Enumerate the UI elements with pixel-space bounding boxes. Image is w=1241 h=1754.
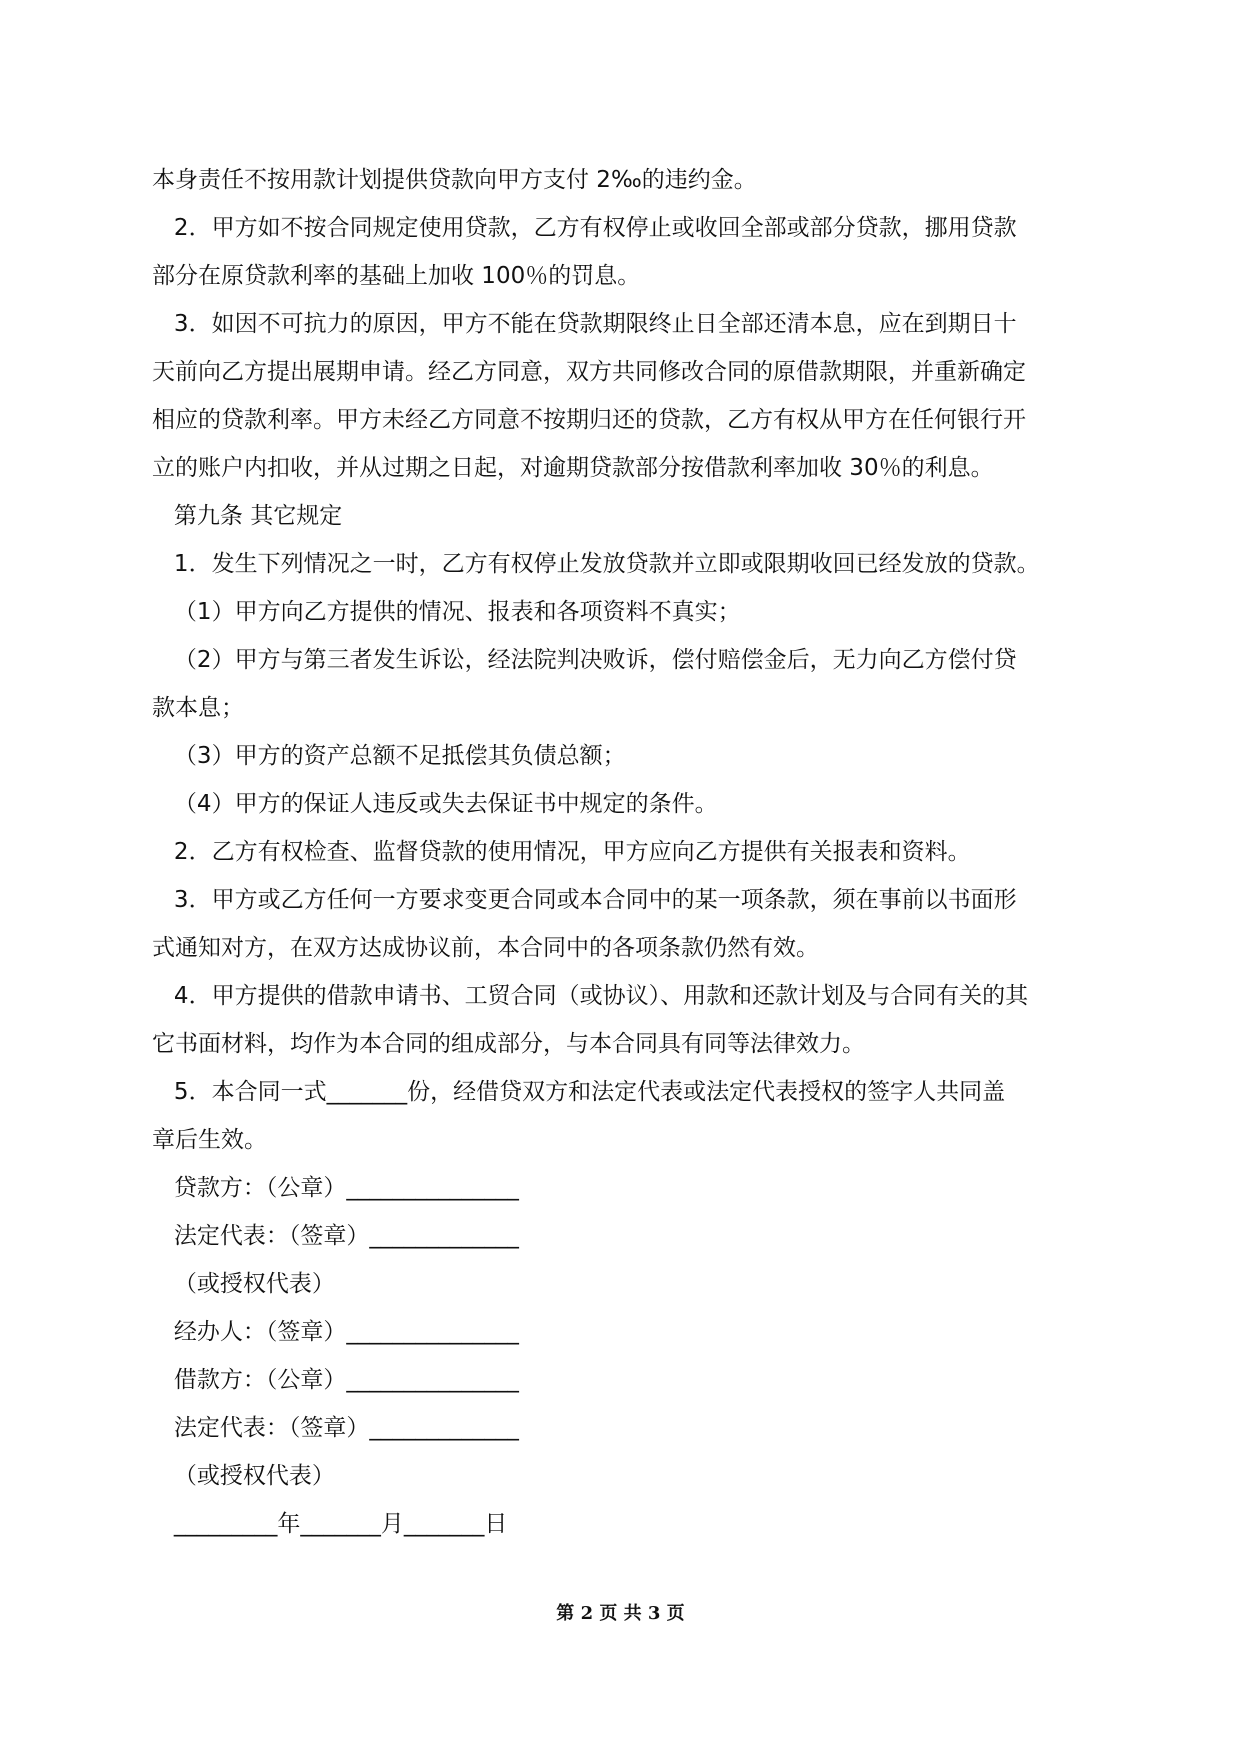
text-line: 部分在原贷款利率的基础上加收 100％的罚息。 [152, 263, 641, 289]
text-line: 5．本合同一式_______份，经借贷双方和法定代表或法定代表授权的签字人共同盖 [152, 1079, 1006, 1105]
text-line: 1．发生下列情况之一时，乙方有权停止发放贷款并立即或限期收回已经发放的贷款。 [152, 551, 1040, 577]
text-line: 立的账户内扣收，并从过期之日起，对逾期贷款部分按借款利率加收 30％的利息。 [152, 455, 994, 481]
signature-line-borrower: 借款方：（公章）_______________ [152, 1367, 519, 1393]
text-line: 款本息； [152, 695, 244, 721]
text-line: 2．乙方有权检查、监督贷款的使用情况，甲方应向乙方提供有关报表和资料。 [152, 839, 971, 865]
text-line: （4）甲方的保证人违反或失去保证书中规定的条件。 [152, 791, 718, 817]
text-line: 章后生效。 [152, 1127, 267, 1153]
text-line: （3）甲方的资产总额不足抵偿其负债总额； [152, 743, 626, 769]
text-line: 3．甲方或乙方任何一方要求变更合同或本合同中的某一项条款，须在事前以书面形 [152, 887, 1017, 913]
document-body [152, 156, 1092, 1548]
text-line: 本身责任不按用款计划提供贷款向甲方支付 2‰的违约金。 [152, 167, 757, 193]
text-line: 2．甲方如不按合同规定使用贷款，乙方有权停止或收回全部或部分贷款，挪用贷款 [152, 215, 1017, 241]
text-line: 式通知对方，在双方达成协议前，本合同中的各项条款仍然有效。 [152, 935, 819, 961]
signature-line-borrower-legal-rep: 法定代表：（签章）_____________ [152, 1415, 519, 1441]
page-number-footer: 第 2 页 共 3 页 [556, 1603, 685, 1624]
text-line: 相应的贷款利率。甲方未经乙方同意不按期归还的贷款，乙方有权从甲方在任何银行开 [152, 407, 1026, 433]
signature-line-handler: 经办人：（签章）_______________ [152, 1319, 519, 1345]
text-line: 天前向乙方提出展期申请。经乙方同意，双方共同修改合同的原借款期限，并重新确定 [152, 359, 1026, 385]
signature-line-lender-legal-rep: 法定代表：（签章）_____________ [152, 1223, 519, 1249]
signature-line-lender: 贷款方：（公章）_______________ [152, 1175, 519, 1201]
signature-line-authorized-rep: （或授权代表） [152, 1271, 335, 1297]
text-line: 4．甲方提供的借款申请书、工贸合同（或协议）、用款和还款计划及与合同有关的其 [152, 983, 1029, 1009]
signature-line-authorized-rep: （或授权代表） [152, 1463, 335, 1489]
text-line: 它书面材料，均作为本合同的组成部分，与本合同具有同等法律效力。 [152, 1031, 865, 1057]
text-line: （1）甲方向乙方提供的情况、报表和各项资料不真实； [152, 599, 741, 625]
text-line: （2）甲方与第三者发生诉讼，经法院判决败诉，偿付赔偿金后，无力向乙方偿付贷 [152, 647, 1017, 673]
date-line: _________年_______月_______日 [152, 1511, 508, 1537]
section-heading: 第九条 其它规定 [152, 503, 343, 529]
text-line: 3．如因不可抗力的原因，甲方不能在贷款期限终止日全部还清本息，应在到期日十 [152, 311, 1017, 337]
